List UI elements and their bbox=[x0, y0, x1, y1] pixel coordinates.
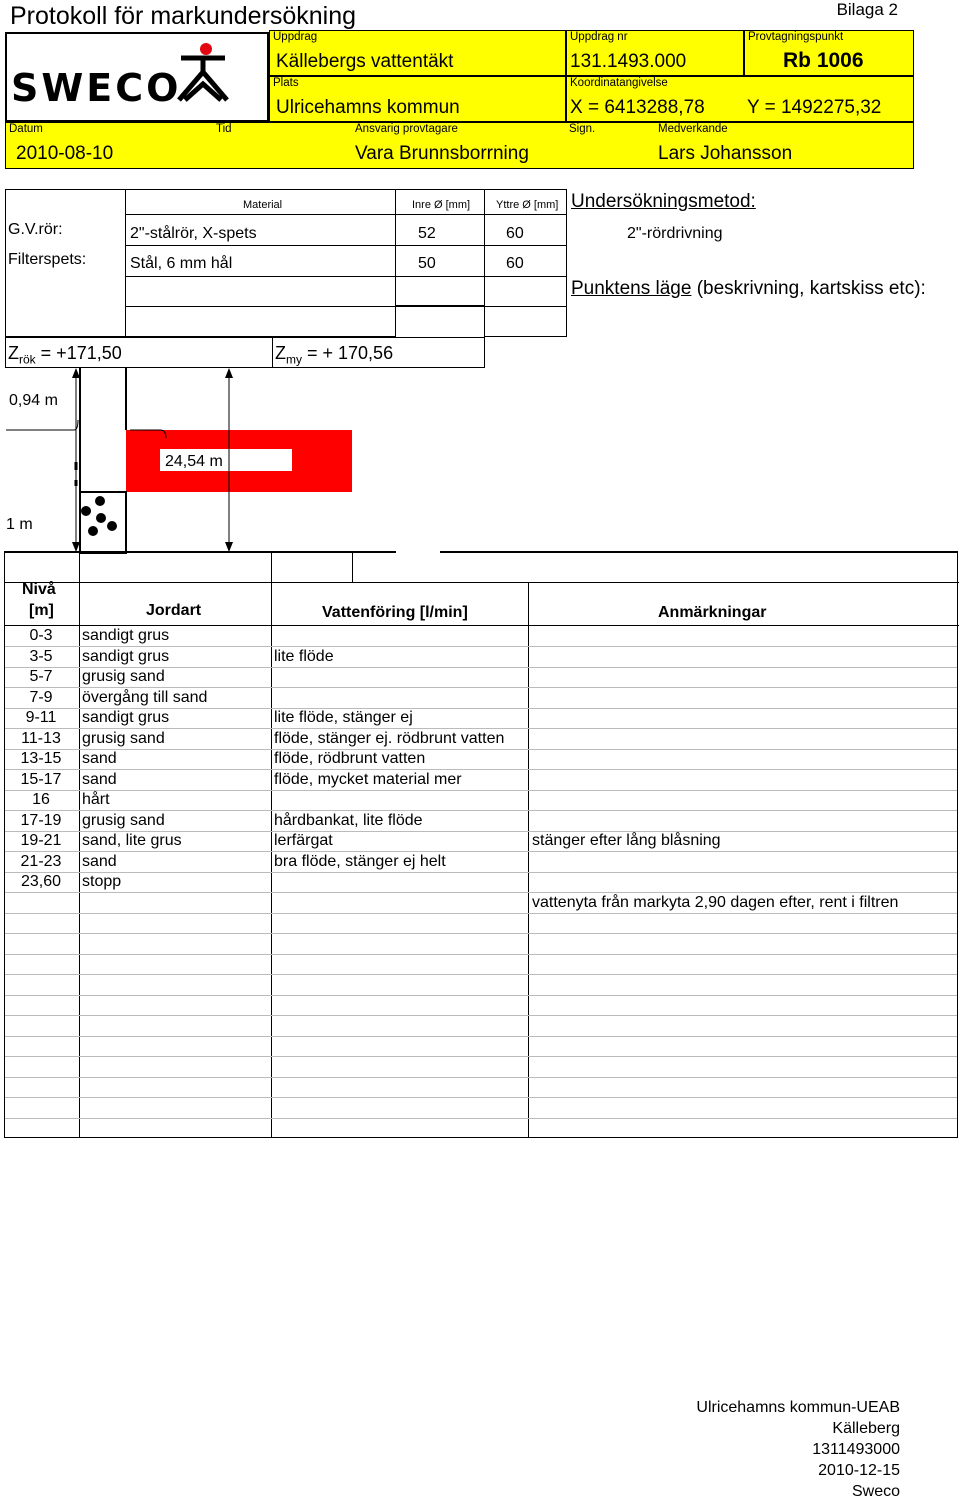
depth-arrow-up bbox=[225, 368, 233, 378]
row-jordart: sand bbox=[82, 770, 117, 788]
row-vattenforing: lerfärgat bbox=[274, 832, 333, 849]
uppdrag-value: Källebergs vattentäkt bbox=[276, 51, 454, 72]
row-niva: 19-21 bbox=[20, 832, 62, 849]
uppdrag-nr-value: 131.1493.000 bbox=[570, 51, 687, 72]
page-title: Protokoll för markundersökning bbox=[10, 2, 356, 30]
row-jordart: sandigt grus bbox=[82, 709, 170, 726]
grid-line bbox=[5, 708, 957, 709]
col-niva-1: Nivå bbox=[22, 581, 56, 598]
koord-y: Y = 1492275,32 bbox=[747, 97, 882, 118]
row-jordart: hårt bbox=[82, 791, 110, 808]
grid-line bbox=[5, 790, 957, 791]
grid-line bbox=[5, 687, 957, 688]
top-dim-arrow-up bbox=[72, 368, 80, 378]
z-my-sub: my bbox=[286, 352, 302, 367]
row-jordart: sandigt grus bbox=[82, 627, 170, 644]
sign-label: Sign. bbox=[569, 123, 596, 135]
grid-line bbox=[5, 851, 957, 852]
col-material: Material bbox=[243, 199, 283, 211]
footer-line3: 1311493000 bbox=[812, 1441, 900, 1458]
bilaga-label: Bilaga 2 bbox=[836, 0, 898, 19]
provtagningspunkt-value: Rb 1006 bbox=[783, 49, 864, 72]
grid-line bbox=[5, 667, 957, 668]
z-rok-text bbox=[8, 343, 122, 367]
provtagningspunkt-cell bbox=[744, 30, 914, 76]
position-label-underlined: Punktens läge bbox=[571, 278, 692, 299]
method-value: 2"-rördrivning bbox=[627, 225, 723, 242]
col-anmarkningar: Anmärkningar bbox=[658, 604, 767, 621]
datum-label: Datum bbox=[9, 123, 43, 135]
row-vattenforing: lite flöde bbox=[274, 647, 334, 665]
footer-line5: Sweco bbox=[851, 1483, 900, 1500]
filter-dim-arrow-down bbox=[72, 542, 80, 552]
row-jordart: stopp bbox=[82, 873, 122, 890]
filterspets-material: Stål, 6 mm hål bbox=[130, 255, 233, 272]
row-jordart: sandigt grus bbox=[82, 647, 170, 665]
yttre-col bbox=[484, 189, 567, 337]
position-label bbox=[571, 278, 926, 300]
row-jordart: övergång till sand bbox=[82, 688, 208, 706]
z-rok-pre: Z bbox=[8, 343, 19, 363]
row-niva: 21-23 bbox=[20, 852, 62, 870]
row-vattenforing: hårdbankat, lite flöde bbox=[274, 811, 423, 829]
z-rok-sub: rök bbox=[19, 352, 36, 367]
tid-label: Tid bbox=[216, 123, 232, 135]
ansvarig-value: Vara Brunnsborrning bbox=[355, 143, 529, 164]
row-niva: 7-9 bbox=[29, 688, 53, 706]
provtagningspunkt-label: Provtagningspunkt bbox=[748, 31, 844, 43]
grid-line bbox=[5, 954, 957, 955]
z-rok-cell bbox=[5, 337, 273, 368]
grid-line bbox=[5, 831, 957, 832]
row-vattenforing: flöde, rödbrunt vatten bbox=[274, 750, 426, 767]
col-inre: Inre Ø [mm] bbox=[412, 199, 471, 211]
filter-length-label: 1 m bbox=[6, 516, 33, 533]
uppdrag-nr-cell bbox=[566, 30, 744, 76]
grid-line bbox=[5, 1118, 957, 1119]
datum-row bbox=[5, 122, 914, 169]
koord-cell bbox=[566, 76, 914, 122]
row-vattenforing: lite flöde, stänger ej bbox=[274, 709, 413, 726]
grid-line bbox=[5, 1036, 957, 1037]
grid-line bbox=[5, 995, 957, 996]
top-dim-label: 0,94 m bbox=[9, 392, 58, 409]
medverkande-label: Medverkande bbox=[658, 123, 728, 135]
filterspets-yttre: 60 bbox=[506, 255, 524, 272]
plats-cell bbox=[269, 76, 566, 122]
depth-arrow-down bbox=[225, 542, 233, 552]
gvror-inre: 52 bbox=[418, 225, 436, 242]
plats-value: Ulricehamns kommun bbox=[276, 97, 460, 118]
uppdrag-cell bbox=[269, 30, 566, 76]
row-niva: 3-5 bbox=[29, 647, 53, 665]
koord-x: X = 6413288,78 bbox=[570, 97, 705, 118]
col-niva-2: [m] bbox=[29, 602, 54, 619]
row-niva: 13-15 bbox=[20, 750, 62, 767]
grid-line bbox=[5, 1077, 957, 1078]
footer bbox=[696, 1397, 900, 1502]
gvror-label: G.V.rör: bbox=[8, 221, 63, 238]
uppdrag-nr-label: Uppdrag nr bbox=[570, 31, 628, 43]
z-rok-val: = +171,50 bbox=[35, 343, 122, 363]
row-niva: 11-13 bbox=[21, 729, 61, 747]
col-yttre: Yttre Ø [mm] bbox=[496, 199, 559, 211]
grid-line bbox=[5, 728, 957, 729]
depth-label: 24,54 m bbox=[165, 453, 223, 470]
grid-line bbox=[5, 913, 957, 914]
row-anmarkning: stänger efter lång blåsning bbox=[532, 832, 721, 849]
grid-line bbox=[5, 769, 957, 770]
row-niva: 15-17 bbox=[20, 770, 62, 788]
row-jordart: sand, lite grus bbox=[82, 832, 182, 849]
row-anmarkning: vattenyta från markyta 2,90 dagen efter, rent i filtren bbox=[532, 893, 899, 911]
grid-line bbox=[5, 749, 957, 750]
uppdrag-label: Uppdrag bbox=[273, 31, 318, 43]
z-my-val: = + 170,56 bbox=[302, 343, 394, 363]
z-my-cell bbox=[272, 337, 485, 368]
grid-line bbox=[5, 1097, 957, 1098]
row-niva: 9-11 bbox=[25, 709, 57, 726]
z-my-text bbox=[275, 343, 393, 367]
row-niva: 0-3 bbox=[29, 627, 53, 644]
ground-line-left bbox=[6, 420, 78, 430]
grid-line bbox=[5, 974, 957, 975]
col-vattenforing: Vattenföring [l/min] bbox=[322, 604, 468, 621]
grid-line bbox=[5, 810, 957, 811]
well-diagram bbox=[0, 368, 960, 583]
position-label-rest: (beskrivning, kartskiss etc): bbox=[691, 278, 926, 299]
divider bbox=[125, 276, 567, 277]
ansvarig-label: Ansvarig provtagare bbox=[355, 123, 458, 135]
plats-label: Plats bbox=[273, 77, 299, 89]
row-niva: 23,60 bbox=[20, 873, 62, 890]
sweco-logo-icon bbox=[175, 42, 231, 112]
row-vattenforing: flöde, stänger ej. rödbrunt vatten bbox=[274, 729, 505, 747]
footer-line1: Ulricehamns kommun-UEAB bbox=[696, 1399, 900, 1416]
footer-line4: 2010-12-15 bbox=[818, 1462, 900, 1479]
grid-line bbox=[5, 1015, 957, 1016]
divider bbox=[125, 306, 567, 307]
row-jordart: grusig sand bbox=[82, 668, 165, 685]
divider bbox=[125, 214, 567, 215]
grid-line bbox=[5, 872, 957, 873]
logo-box bbox=[5, 32, 269, 122]
row-jordart: grusig sand bbox=[82, 811, 165, 829]
footer-line2: Källeberg bbox=[832, 1420, 900, 1437]
gvror-material: 2"-stålrör, X-spets bbox=[130, 225, 257, 242]
row-jordart: sand bbox=[82, 750, 117, 767]
koord-label: Koordinatangivelse bbox=[570, 77, 668, 89]
z-my-pre: Z bbox=[275, 343, 286, 363]
row-niva: 17-19 bbox=[20, 811, 62, 829]
grid-line bbox=[5, 892, 957, 893]
medverkande-value: Lars Johansson bbox=[658, 143, 793, 164]
filterspets-inre: 50 bbox=[418, 255, 436, 272]
row-jordart: sand bbox=[82, 852, 117, 870]
grid-line bbox=[5, 933, 957, 934]
datum-value: 2010-08-10 bbox=[16, 143, 114, 164]
grid-line bbox=[5, 1056, 957, 1057]
gvror-yttre: 60 bbox=[506, 225, 524, 242]
grid-line bbox=[5, 646, 957, 647]
method-label: Undersökningsmetod: bbox=[571, 191, 756, 212]
row-niva: 5-7 bbox=[29, 668, 53, 685]
row-niva: 16 bbox=[32, 791, 50, 808]
col-jordart: Jordart bbox=[146, 602, 202, 619]
filterspets-label: Filterspets: bbox=[8, 251, 87, 268]
row-vattenforing: bra flöde, stänger ej helt bbox=[274, 852, 446, 870]
row-vattenforing: flöde, mycket material mer bbox=[274, 770, 462, 788]
logo-text: SWECO bbox=[11, 66, 182, 110]
row-jordart: grusig sand bbox=[82, 729, 165, 747]
divider bbox=[125, 245, 567, 246]
